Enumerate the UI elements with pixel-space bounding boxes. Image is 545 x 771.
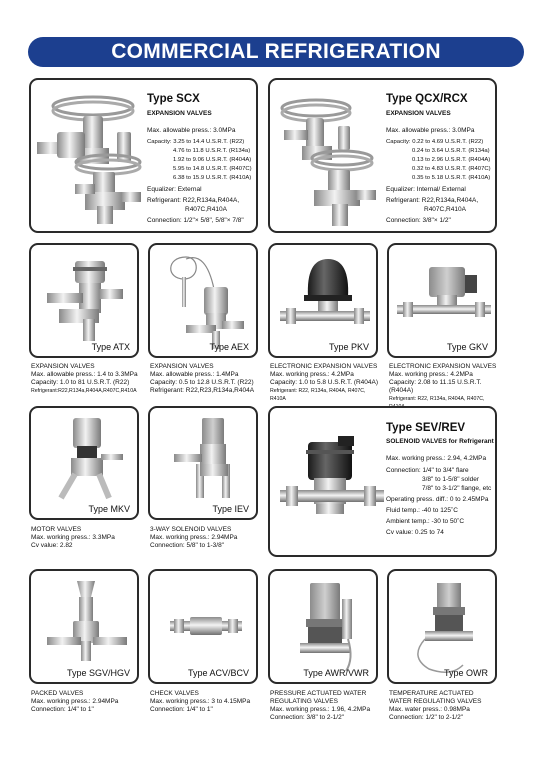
gkv-desc-1: Max. working press.: 4.2MPa	[389, 371, 473, 378]
sev-pressure: Max. working press.: 2.94, 4.2MPa	[386, 455, 487, 462]
qcx-refrigerant-1: Refrigerant: R22,R134a,R404A,	[386, 197, 479, 204]
qcx-refrigerant-2: R407C,R410A	[424, 206, 466, 213]
gkv-valve-photo	[395, 259, 493, 339]
sgv-description	[31, 690, 143, 714]
sev-fluid-temp: Fluid temp.: -40 to 125˚C	[386, 507, 458, 514]
gkv-desc-0: ELECTRONIC EXPANSION VALVES	[389, 363, 497, 370]
qcx-pressure: Max. allowable press.: 3.0MPa	[386, 127, 475, 134]
scx-refrigerant-2: R407C,R410A	[185, 206, 227, 213]
sev-connection-2: 7/8" to 3-1/2" flange, etc	[422, 485, 492, 492]
qcx-subtitle: EXPANSION VALVES	[386, 110, 451, 117]
sev-cv-value: Cv value: 0.25 to 74	[386, 529, 444, 536]
owr-type-label: Type OWR	[443, 668, 488, 678]
qcx-title: Type QCX/RCX	[386, 93, 468, 105]
scx-connection: Connection: 1/2"× 5/8", 5/8"× 7/8"	[147, 217, 244, 224]
aex-desc-2: Capacity: 0.5 to 12.8 U.S.R.T. (R22)	[150, 379, 254, 386]
qcx-capacity-4: 0.35 to 5.18 U.S.R.T. (R410A)	[412, 175, 491, 181]
qcx-capacity-1: 0.24 to 3.64 U.S.R.T. (R134a)	[412, 148, 490, 154]
pkv-desc-0: ELECTRONIC EXPANSION VALVES	[270, 363, 378, 370]
acv-desc-2: Connection: 1/4" to 1"	[150, 706, 213, 713]
owr-description	[389, 690, 501, 722]
atx-description	[31, 363, 143, 395]
acv-type-label: Type ACV/BCV	[187, 668, 249, 678]
scx-valve-photo	[35, 88, 143, 228]
pkv-desc-refrigerant: Refrigerant: R22, R134a, R404A, R407C, R410A	[270, 388, 366, 402]
sev-valve-photo	[278, 428, 388, 548]
card-pkv[interactable]	[268, 243, 378, 358]
atx-desc-1: Max. allowable press.: 1.4 to 3.3MPa	[31, 371, 138, 378]
awr-description	[270, 690, 382, 722]
card-aex[interactable]	[148, 243, 258, 358]
aex-type-label: Type AEX	[209, 342, 249, 352]
sev-ambient-temp: Ambient temp.: -30 to 50˚C	[386, 518, 465, 525]
card-acv[interactable]	[148, 569, 258, 684]
qcx-capacity-3: 0.32 to 4.83 U.S.R.T. (R407C)	[412, 166, 491, 172]
sgv-desc-1: Max. working press.: 2.94MPa	[31, 698, 119, 705]
sgv-type-label: Type SGV/HGV	[66, 668, 130, 678]
mkv-desc-1: Max. working press.: 3.3MPa	[31, 534, 115, 541]
pkv-valve-photo	[276, 253, 374, 345]
sgv-desc-0: PACKED VALVES	[31, 690, 84, 697]
iev-desc-2: Connection: 5/8" to 1-3/8"	[150, 542, 224, 549]
qcx-capacity-0: Capacity: 0.22 to 4.69 U.S.R.T. (R22)	[386, 139, 484, 145]
atx-desc-2: Capacity: 1.0 to 81 U.S.R.T. (R22)	[31, 379, 130, 386]
acv-desc-0: CHECK VALVES	[150, 690, 199, 697]
card-atx[interactable]	[29, 243, 139, 358]
qcx-valve-photo	[276, 90, 380, 230]
sev-connection-1: 3/8" to 1-5/8" solder	[422, 476, 480, 483]
gkv-desc-refrigerant: Refrigerant: R22, R134a, R404A, R407C,	[389, 396, 485, 402]
card-scx[interactable]	[29, 78, 258, 233]
card-owr[interactable]	[387, 569, 497, 684]
card-sev[interactable]	[268, 406, 497, 557]
qcx-connection: Connection: 3/8"× 1/2"	[386, 217, 451, 224]
mkv-valve-photo	[51, 414, 131, 504]
gkv-desc-2: Capacity: 2.08 to 11.15 U.S.R.T. (R404A)	[389, 379, 482, 394]
scx-capacity-1: 4.76 to 11.8 U.S.R.T. (R134a)	[173, 148, 251, 154]
awr-desc-0: PRESSURE ACTUATED WATER	[270, 690, 367, 697]
acv-desc-1: Max. working press.: 3 to 4.15MPa	[150, 698, 251, 705]
card-sgv[interactable]	[29, 569, 139, 684]
owr-desc-1: WATER REGULATING VALVES	[389, 698, 482, 705]
scx-refrigerant-1: Refrigerant: R22,R134a,R404A,	[147, 197, 240, 204]
mkv-desc-2: Cv value: 2.82	[31, 542, 73, 549]
owr-desc-0: TEMPERATURE ACTUATED	[389, 690, 474, 697]
atx-type-label: Type ATX	[91, 342, 130, 352]
iev-valve-photo	[170, 414, 250, 510]
sgv-desc-2: Connection: 1/4" to 1"	[31, 706, 94, 713]
card-awr[interactable]	[268, 569, 378, 684]
scx-pressure: Max. allowable press.: 3.0MPa	[147, 127, 236, 134]
awr-desc-3: Connection: 3/8" to 2-1/2"	[270, 714, 344, 721]
qcx-equalizer: Equalizer: Internal/ External	[386, 186, 466, 193]
qcx-capacity-2: 0.13 to 2.96 U.S.R.T. (R404A)	[412, 157, 491, 163]
scx-title: Type SCX	[147, 93, 200, 105]
aex-desc-1: Max. allowable press.: 1.4MPa	[150, 371, 239, 378]
mkv-description	[31, 526, 143, 550]
scx-capacity-3: 5.95 to 14.8 U.S.R.T. (R407C)	[173, 166, 252, 172]
mkv-desc-0: MOTOR VALVES	[31, 526, 82, 533]
scx-equalizer: Equalizer: External	[147, 186, 202, 193]
scx-capacity-2: 1.92 to 9.06 U.S.R.T. (R404A)	[173, 157, 252, 163]
banner-title: COMMERCIAL REFRIGERATION	[111, 40, 441, 63]
owr-valve-photo	[411, 579, 491, 673]
awr-desc-2: Max. working press.: 1.96, 4.2MPa	[270, 706, 371, 713]
sgv-valve-photo	[41, 577, 131, 671]
sev-press-diff: Operating press. diff.: 0 to 2.45MPa	[386, 496, 489, 503]
card-iev[interactable]	[148, 406, 258, 520]
pkv-desc-1: Max. working press.: 4.2MPa	[270, 371, 354, 378]
card-qcx[interactable]	[268, 78, 497, 233]
sev-subtitle: SOLENOID VALVES for Refrigerant	[386, 438, 494, 445]
owr-desc-2: Max. water press.: 0.98MPa	[389, 706, 470, 713]
awr-type-label: Type AWR/VWR	[303, 668, 369, 678]
iev-description	[150, 526, 262, 550]
mkv-type-label: Type MKV	[88, 504, 130, 514]
awr-valve-photo	[290, 579, 370, 673]
acv-valve-photo	[166, 609, 246, 643]
scx-capacity-4: 6.38 to 15.9 U.S.R.T. (R410A)	[173, 175, 252, 181]
awr-desc-1: REGULATING VALVES	[270, 698, 338, 705]
pkv-type-label: Type PKV	[328, 342, 369, 352]
aex-valve-photo	[156, 249, 252, 353]
pkv-desc-2: Capacity: 1.0 to 5.8 U.S.R.T. (R404A)	[270, 379, 379, 386]
iev-type-label: Type IEV	[212, 504, 249, 514]
scx-subtitle: EXPANSION VALVES	[147, 110, 212, 117]
card-gkv[interactable]	[387, 243, 497, 358]
page-banner	[28, 37, 524, 67]
iev-desc-0: 3-WAY SOLENOID VALVES	[150, 526, 232, 533]
atx-valve-photo	[39, 253, 129, 345]
acv-description	[150, 690, 262, 714]
gkv-description	[389, 363, 501, 411]
atx-desc-refrigerant: Refrigerant:R22,R134a,R404A,R407C,R410A	[31, 388, 137, 394]
sev-connection-0: Connection: 1/4" to 3/4" flare	[386, 467, 469, 474]
aex-desc-3: Refrigerant: R22,R23,R134a,R404A	[150, 387, 255, 394]
atx-desc-0: EXPANSION VALVES	[31, 363, 95, 370]
iev-desc-1: Max. working press.: 2.94MPa	[150, 534, 238, 541]
card-mkv[interactable]	[29, 406, 139, 520]
scx-capacity-0: Capacity: 3.25 to 14.4 U.S.R.T. (R22)	[147, 139, 245, 145]
owr-desc-3: Connection: 1/2" to 2-1/2"	[389, 714, 463, 721]
aex-desc-0: EXPANSION VALVES	[150, 363, 214, 370]
aex-description	[150, 363, 262, 395]
pkv-description	[270, 363, 382, 403]
sev-title: Type SEV/REV	[386, 422, 466, 434]
gkv-type-label: Type GKV	[446, 342, 488, 352]
